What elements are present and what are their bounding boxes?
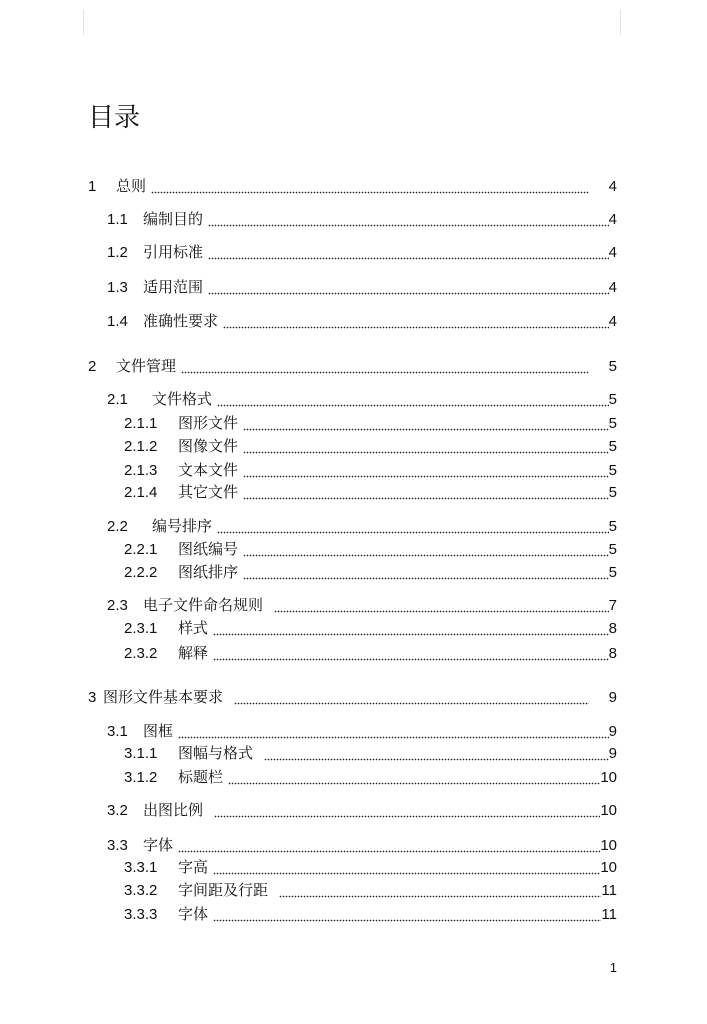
toc-entry-page-number: 7 [608, 597, 617, 614]
toc-entry-page-number: 5 [608, 518, 617, 535]
toc-entry-number: 2.1 [107, 391, 128, 408]
toc-entry-page-number: 10 [600, 802, 617, 819]
toc-entry-title: 解释 [178, 645, 209, 662]
dot-leader [217, 517, 609, 537]
toc-entry[interactable] [107, 278, 617, 298]
toc-entry[interactable] [124, 414, 617, 434]
toc-entry-title: 字高 [178, 859, 209, 876]
dot-leader [243, 540, 609, 560]
toc-entry-title: 图像文件 [178, 438, 239, 455]
toc-entry-page-number: 5 [608, 391, 617, 408]
toc-entry-page-number: 5 [608, 415, 617, 432]
toc-entry-page-number: 5 [608, 564, 617, 581]
toc-entry-title: 文本文件 [178, 462, 239, 479]
toc-entry[interactable] [88, 177, 617, 197]
toc-entry-page-number: 4 [608, 178, 617, 195]
dot-leader [181, 357, 589, 377]
dot-leader [234, 688, 589, 708]
dot-leader [243, 461, 609, 481]
toc-entry-title: 准确性要求 [143, 313, 219, 330]
toc-entry-number: 3.2 [107, 802, 128, 819]
toc-entry[interactable] [107, 210, 617, 230]
toc-entry[interactable] [124, 563, 617, 583]
page-title: 目录 [88, 103, 141, 133]
toc-entry-title: 电子文件命名规则 [143, 597, 264, 614]
dot-leader [223, 312, 609, 332]
toc-entry-page-number: 4 [608, 244, 617, 261]
toc-entry-page-number: 4 [608, 279, 617, 296]
toc-entry-title: 总则 [116, 178, 147, 195]
toc-entry[interactable] [107, 596, 617, 616]
toc-entry-page-number: 11 [601, 882, 617, 899]
toc-entry-number: 2.2 [107, 518, 128, 535]
toc-entry[interactable] [88, 357, 617, 377]
toc-entry-number: 2.1.4 [124, 484, 158, 501]
dot-leader [213, 644, 609, 664]
toc-entry[interactable] [107, 801, 617, 821]
dot-leader [243, 437, 609, 457]
toc-entry-page-number: 8 [608, 645, 617, 662]
toc-entry[interactable] [124, 483, 617, 503]
toc-entry-page-number: 9 [608, 723, 617, 740]
toc-entry-title: 字间距及行距 [178, 882, 269, 899]
dot-leader [279, 881, 601, 901]
toc-entry-number: 3.3.1 [124, 859, 158, 876]
toc-entry[interactable] [107, 312, 617, 332]
dot-leader [213, 619, 609, 639]
toc-entry-title: 出图比例 [143, 802, 204, 819]
toc-entry-title: 文件管理 [116, 358, 177, 375]
toc-entry-number: 1.2 [107, 244, 128, 261]
toc-entry-page-number: 4 [608, 313, 617, 330]
toc-entry-title: 编制目的 [143, 211, 204, 228]
dot-leader [178, 722, 609, 742]
toc-entry-page-number: 10 [600, 769, 617, 786]
toc-entry-title: 图形文件基本要求 [103, 689, 224, 706]
toc-entry-number: 1.1 [107, 211, 128, 228]
toc-entry-title: 图框 [143, 723, 174, 740]
dot-leader [214, 801, 600, 821]
toc-entry-page-number: 10 [600, 837, 617, 854]
toc-entry[interactable] [124, 437, 617, 457]
toc-entry-title: 字体 [143, 837, 174, 854]
toc-entry-title: 字体 [178, 906, 209, 923]
dot-leader [151, 177, 589, 197]
toc-entry[interactable] [124, 540, 617, 560]
dot-leader [243, 483, 609, 503]
toc-entry-number: 2 [88, 358, 97, 375]
toc-entry-number: 2.3 [107, 597, 128, 614]
toc-entry-number: 3 [88, 689, 97, 706]
toc-entry[interactable] [124, 768, 617, 788]
toc-entry-number: 3.3.3 [124, 906, 158, 923]
toc-entry-page-number: 5 [608, 484, 617, 501]
page-number: 1 [609, 960, 617, 975]
toc-entry-page-number: 5 [608, 438, 617, 455]
toc-entry[interactable] [107, 517, 617, 537]
toc-entry-title: 图幅与格式 [178, 745, 254, 762]
toc-entry-number: 1.3 [107, 279, 128, 296]
toc-entry-page-number: 9 [608, 745, 617, 762]
dot-leader [274, 596, 609, 616]
toc-entry[interactable] [107, 390, 617, 410]
toc-entry-number: 3.1 [107, 723, 128, 740]
toc-entry-page-number: 10 [600, 859, 617, 876]
toc-entry-title: 图形文件 [178, 415, 239, 432]
dot-leader [208, 278, 609, 298]
toc-entry-page-number: 9 [608, 689, 617, 706]
toc-entry-title: 引用标准 [143, 244, 204, 261]
dot-leader [208, 210, 609, 230]
dot-leader [217, 390, 609, 410]
toc-entry-number: 2.3.1 [124, 620, 158, 637]
dot-leader [208, 243, 609, 263]
toc-entry-page-number: 8 [608, 620, 617, 637]
toc-entry-number: 2.3.2 [124, 645, 158, 662]
dot-leader [243, 563, 609, 583]
dot-leader [213, 858, 600, 878]
toc-entry-number: 2.2.2 [124, 564, 158, 581]
toc-entry[interactable] [107, 243, 617, 263]
toc-entry-title: 标题栏 [178, 769, 224, 786]
toc-entry-number: 3.3.2 [124, 882, 158, 899]
toc-entry[interactable] [124, 744, 617, 764]
toc-entry[interactable] [107, 722, 617, 742]
dot-leader [264, 744, 609, 764]
dot-leader [228, 768, 600, 788]
toc-entry[interactable] [124, 619, 617, 639]
toc-entry-number: 3.3 [107, 837, 128, 854]
toc-entry-page-number: 5 [608, 358, 617, 375]
dot-leader [243, 414, 609, 434]
crop-mark-right [620, 10, 621, 35]
toc-entry[interactable] [88, 688, 617, 708]
toc-entry-page-number: 5 [608, 462, 617, 479]
dot-leader [213, 905, 601, 925]
dot-leader [178, 836, 600, 856]
toc-entry-title: 图纸排序 [178, 564, 239, 581]
toc-entry-title: 适用范围 [143, 279, 204, 296]
toc-entry[interactable] [124, 644, 617, 664]
toc-entry-page-number: 4 [608, 211, 617, 228]
toc-entry-number: 1 [88, 178, 97, 195]
toc-entry-number: 3.1.2 [124, 769, 158, 786]
toc-entry-number: 1.4 [107, 313, 128, 330]
toc-entry-number: 2.1.2 [124, 438, 158, 455]
toc-entry[interactable] [124, 858, 617, 878]
toc-entry-title: 图纸编号 [178, 541, 239, 558]
toc-entry-number: 2.1.1 [124, 415, 158, 432]
toc-entry-title: 文件格式 [152, 391, 213, 408]
toc-entry-number: 3.1.1 [124, 745, 158, 762]
toc-entry-title: 其它文件 [178, 484, 239, 501]
toc-entry[interactable] [124, 905, 617, 925]
toc-entry-number: 2.1.3 [124, 462, 158, 479]
toc-entry-title: 编号排序 [152, 518, 213, 535]
toc-entry-page-number: 5 [608, 541, 617, 558]
toc-entry[interactable] [124, 881, 617, 901]
toc-entry[interactable] [107, 836, 617, 856]
toc-entry-number: 2.2.1 [124, 541, 158, 558]
toc-entry-title: 样式 [178, 620, 209, 637]
crop-mark-left [83, 10, 84, 35]
toc-entry-page-number: 11 [601, 906, 617, 923]
toc-entry[interactable] [124, 461, 617, 481]
